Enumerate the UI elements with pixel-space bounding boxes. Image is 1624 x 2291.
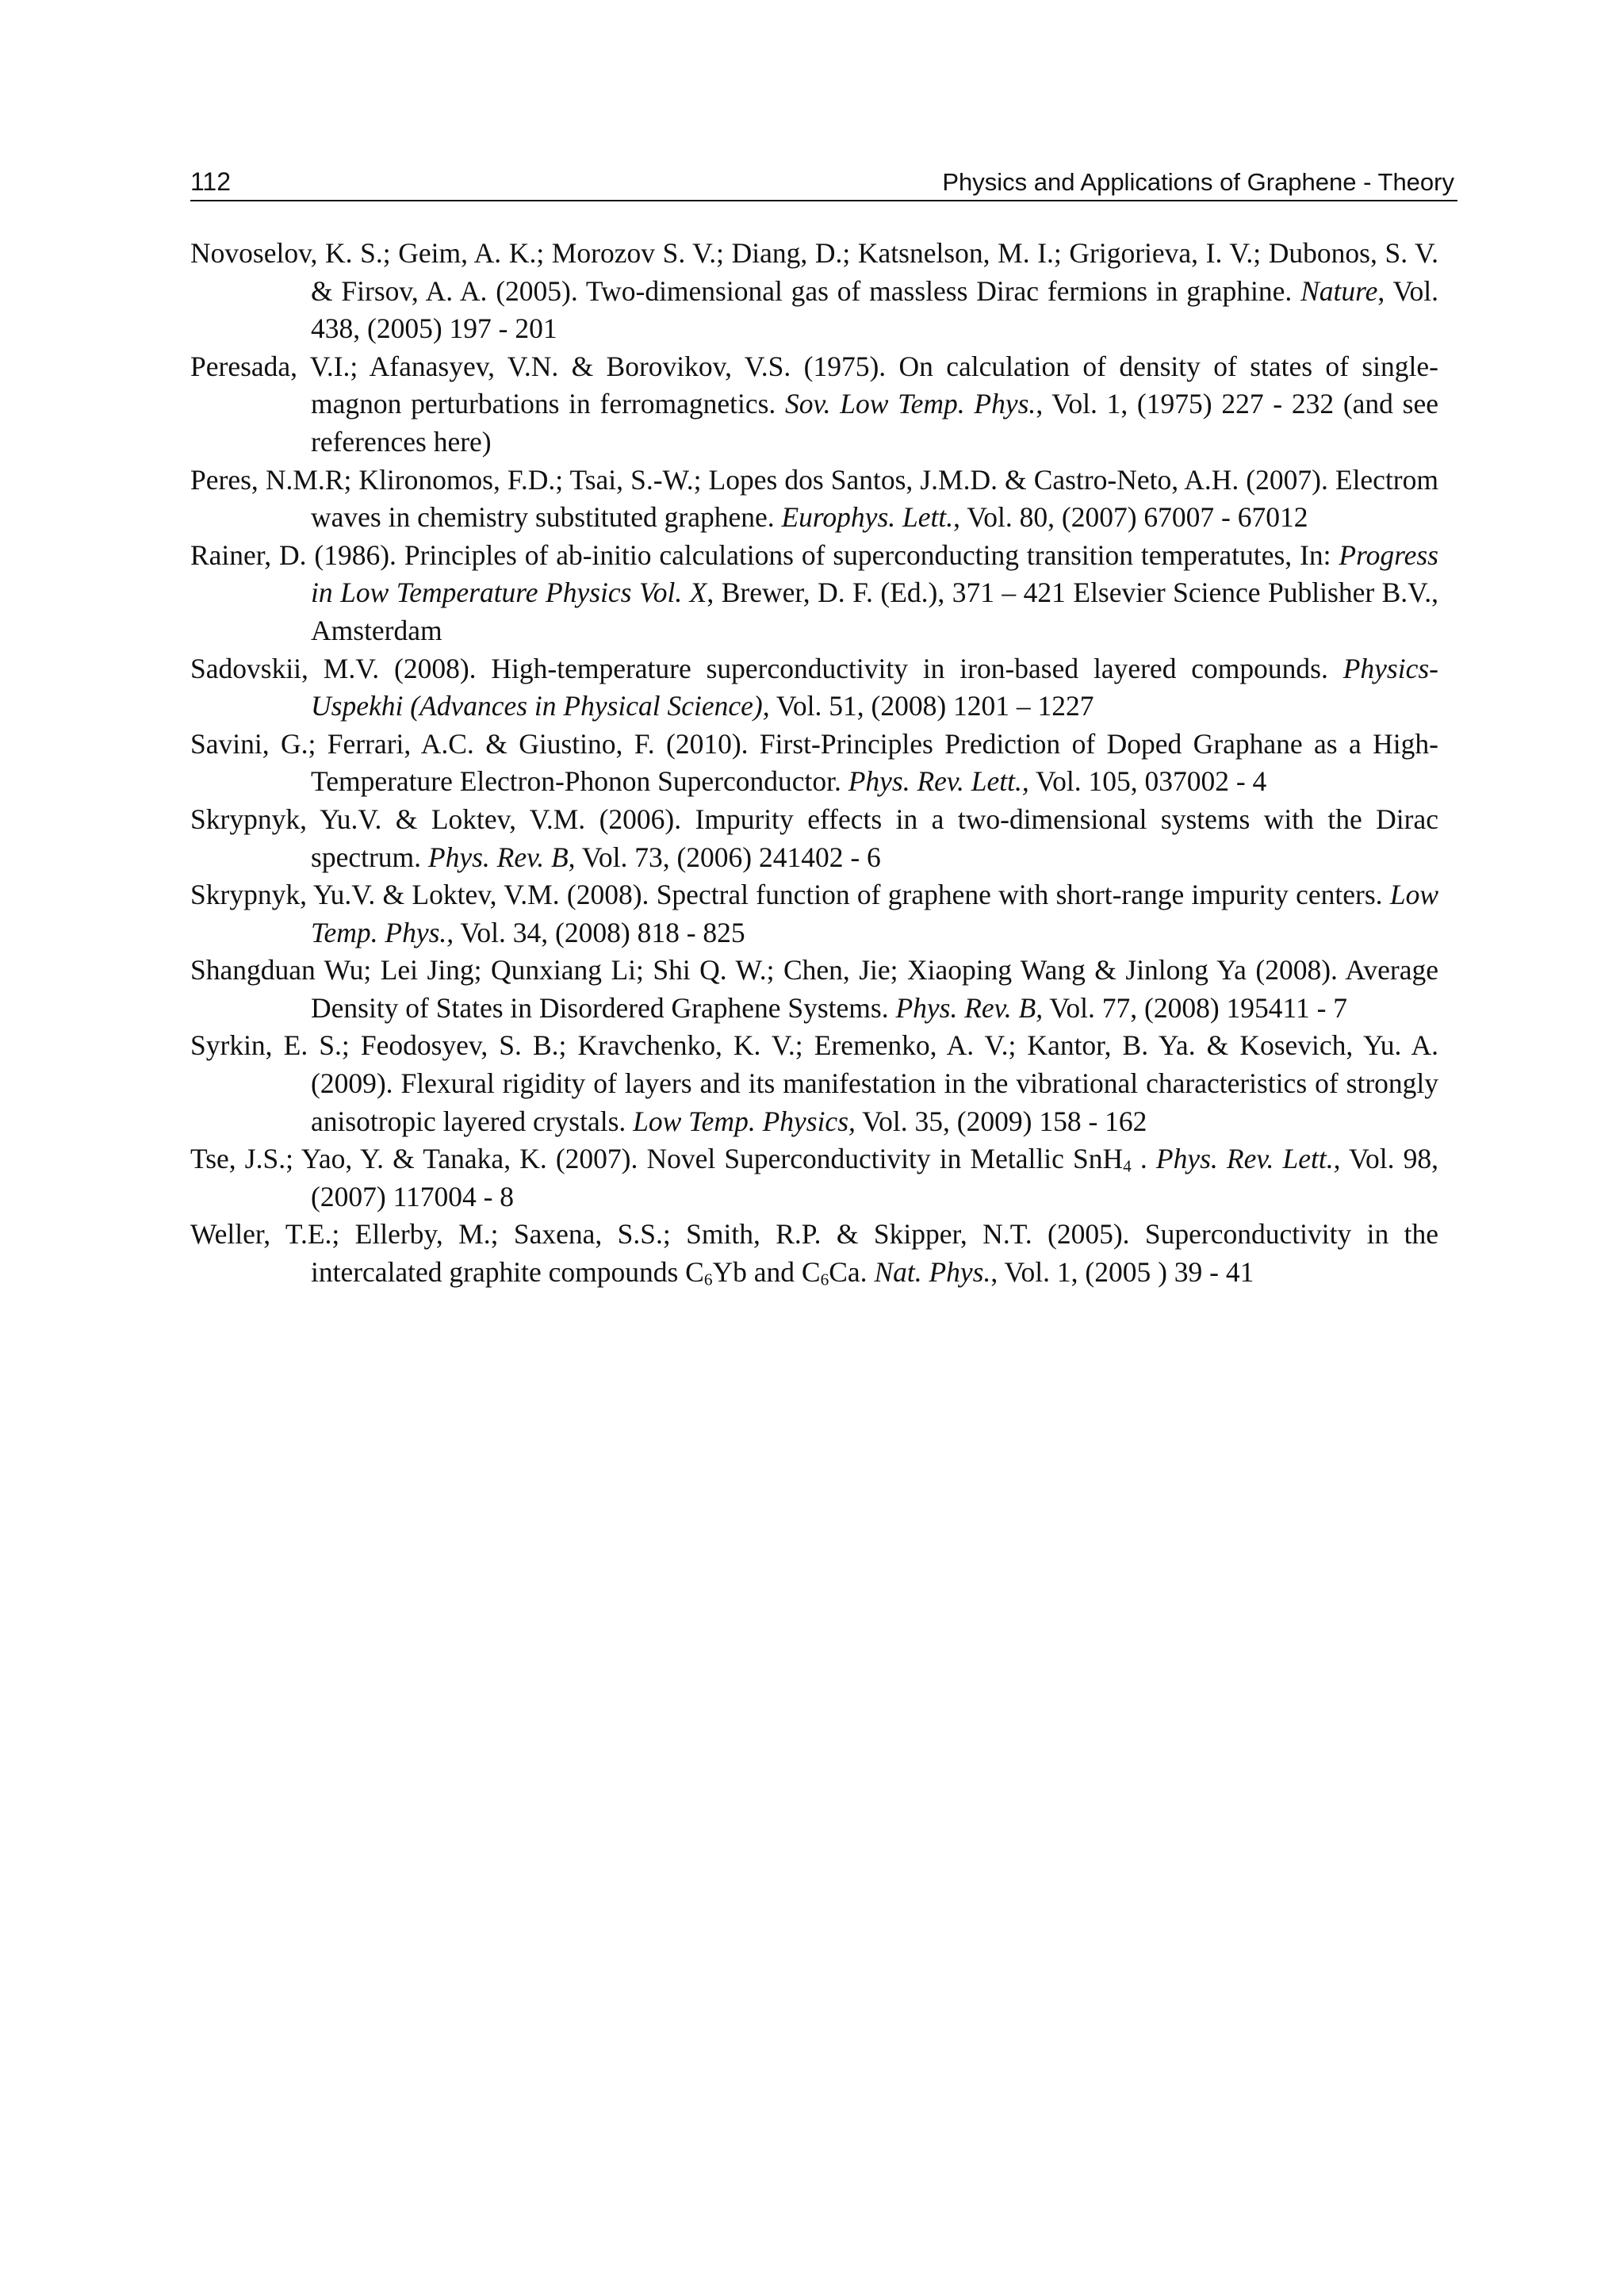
- reference-text: , Vol. 1, (1975) 227 - 232 (and see references here): [311, 388, 1439, 458]
- reference-text: Vol. 73, (2006) 241402 - 6: [575, 841, 881, 873]
- reference-text: , Vol. 80, (2007) 67007 - 67012: [953, 501, 1308, 534]
- journal-title-italic: Sov. Low Temp. Phys.: [785, 388, 1036, 420]
- reference-text: Sadovskii, M.V. (2008). High-temperature superconductivity in iron-based layered compounds.: [190, 652, 1343, 684]
- reference-text: Vol. 98, (2007) 117004 - 8: [311, 1143, 1438, 1213]
- reference-entry: [190, 348, 1438, 462]
- journal-title-italic: Progress in Low Temperature Physics Vol. X: [311, 538, 1438, 609]
- running-title: Physics and Applications of Graphene - Theory: [942, 168, 1454, 196]
- reference-text: Rainer, D. (1986). Principles of ab-initio calculations of superconducting transition temperatutes, In:: [190, 538, 1339, 571]
- reference-text: Novoselov, K. S.; Geim, A. K.; Morozov S. V.; Diang, D.; Katsnelson, M. I.; Grigorieva, I. V.; Dubonos, S. V. & Firsov, A. A. (2005). Two-dimensional gas of massless Dirac fermions in graphine.: [190, 237, 1438, 307]
- journal-title-italic: Phys. Rev. Lett.,: [1155, 1143, 1341, 1175]
- page-number: 112: [190, 167, 232, 196]
- running-header: [190, 163, 1457, 201]
- reference-text: Syrkin, E. S.; Feodosyev, S. B.; Kravchenko, K. V.; Eremenko, A. V.; Kantor, B. Ya. & Kosevich, Yu. A. (2009). Flexural rigidity of layers and its manifestation in the vibrational characteristics of strongly anisotropic layered crystals.: [190, 1029, 1438, 1137]
- reference-text: Peresada, V.I.; Afanasyev, V.N. & Borovikov, V.S. (1975). On calculation of density of states of single-magnon perturbations in ferromagnetics.: [190, 350, 1438, 420]
- journal-title-italic: Low Temp. Phys.,: [311, 879, 1438, 948]
- reference-list: [190, 235, 1438, 1292]
- reference-entry: [190, 952, 1438, 1027]
- subscript-text: 6: [820, 1270, 829, 1289]
- reference-text: Vol. 34, (2008) 818 - 825: [454, 916, 745, 948]
- journal-title-italic: Phys. Rev. B,: [427, 841, 576, 873]
- subscript-text: 6: [703, 1270, 713, 1289]
- reference-entry: [190, 235, 1438, 348]
- reference-text: , Vol. 438, (2005) 197 - 201: [311, 274, 1438, 345]
- reference-text: Vol. 51, (2008) 1201 – 1227: [769, 690, 1094, 722]
- journal-title-italic: Physics-Uspekhi (Advances in Physical Science),: [311, 652, 1438, 722]
- reference-text: Vol. 77, (2008) 195411 - 7: [1043, 991, 1348, 1024]
- subscript-text: 4: [1123, 1156, 1132, 1176]
- reference-text: .: [1131, 1143, 1156, 1175]
- reference-entry: [190, 650, 1438, 726]
- reference-entry: [190, 462, 1438, 537]
- journal-title-italic: Nature: [1300, 274, 1378, 307]
- reference-text: , Vol. 1, (2005 ) 39 - 41: [990, 1256, 1254, 1289]
- reference-text: , Brewer, D. F. (Ed.), 371 – 421 Elsevier Science Publisher B.V., Amsterdam: [311, 577, 1438, 646]
- reference-text: Savini, G.; Ferrari, A.C. & Giustino, F. (2010). First-Principles Prediction of Doped Graphane as a High-Temperature Electron-Phonon Superconductor.: [190, 727, 1438, 798]
- reference-entry: [190, 801, 1438, 876]
- reference-text: Vol. 105, 037002 - 4: [1028, 765, 1267, 798]
- reference-entry: [190, 726, 1438, 801]
- journal-title-italic: Phys. Rev. Lett.,: [848, 765, 1029, 798]
- reference-text: Peres, N.M.R; Klironomos, F.D.; Tsai, S.-W.; Lopes dos Santos, J.M.D. & Castro-Neto, A.H. (2007). Electrom waves in chemistry substituted graphene.: [190, 463, 1438, 534]
- reference-text: Ca.: [829, 1256, 875, 1289]
- reference-text: Yb and C: [712, 1256, 821, 1289]
- reference-entry: [190, 537, 1438, 650]
- reference-entry: [190, 1216, 1438, 1291]
- journal-title-italic: Nat. Phys.: [874, 1256, 991, 1289]
- reference-entry: [190, 1027, 1438, 1140]
- journal-title-italic: Europhys. Lett.: [781, 501, 954, 534]
- journal-title-italic: Phys. Rev. B,: [895, 991, 1044, 1024]
- reference-text: Weller, T.E.; Ellerby, M.; Saxena, S.S.; Smith, R.P. & Skipper, N.T. (2005). Superconductivity in the intercalated graphite compounds C: [190, 1218, 1438, 1289]
- reference-text: Tse, J.S.; Yao, Y. & Tanaka, K. (2007). Novel Superconductivity in Metallic SnH: [190, 1143, 1124, 1175]
- reference-text: Skrypnyk, Yu.V. & Loktev, V.M. (2006). Impurity effects in a two-dimensional systems with the Dirac spectrum.: [190, 803, 1438, 873]
- reference-text: Vol. 35, (2009) 158 - 162: [855, 1105, 1147, 1137]
- reference-entry: [190, 876, 1438, 952]
- reference-text: Shangduan Wu; Lei Jing; Qunxiang Li; Shi Q. W.; Chen, Jie; Xiaoping Wang & Jinlong Ya (2008). Average Density of States in Disordered Graphene Systems.: [190, 954, 1438, 1024]
- reference-entry: [190, 1140, 1438, 1216]
- journal-title-italic: Low Temp. Physics,: [633, 1105, 856, 1137]
- reference-text: Skrypnyk, Yu.V. & Loktev, V.M. (2008). Spectral function of graphene with short-range impurity centers.: [190, 879, 1390, 911]
